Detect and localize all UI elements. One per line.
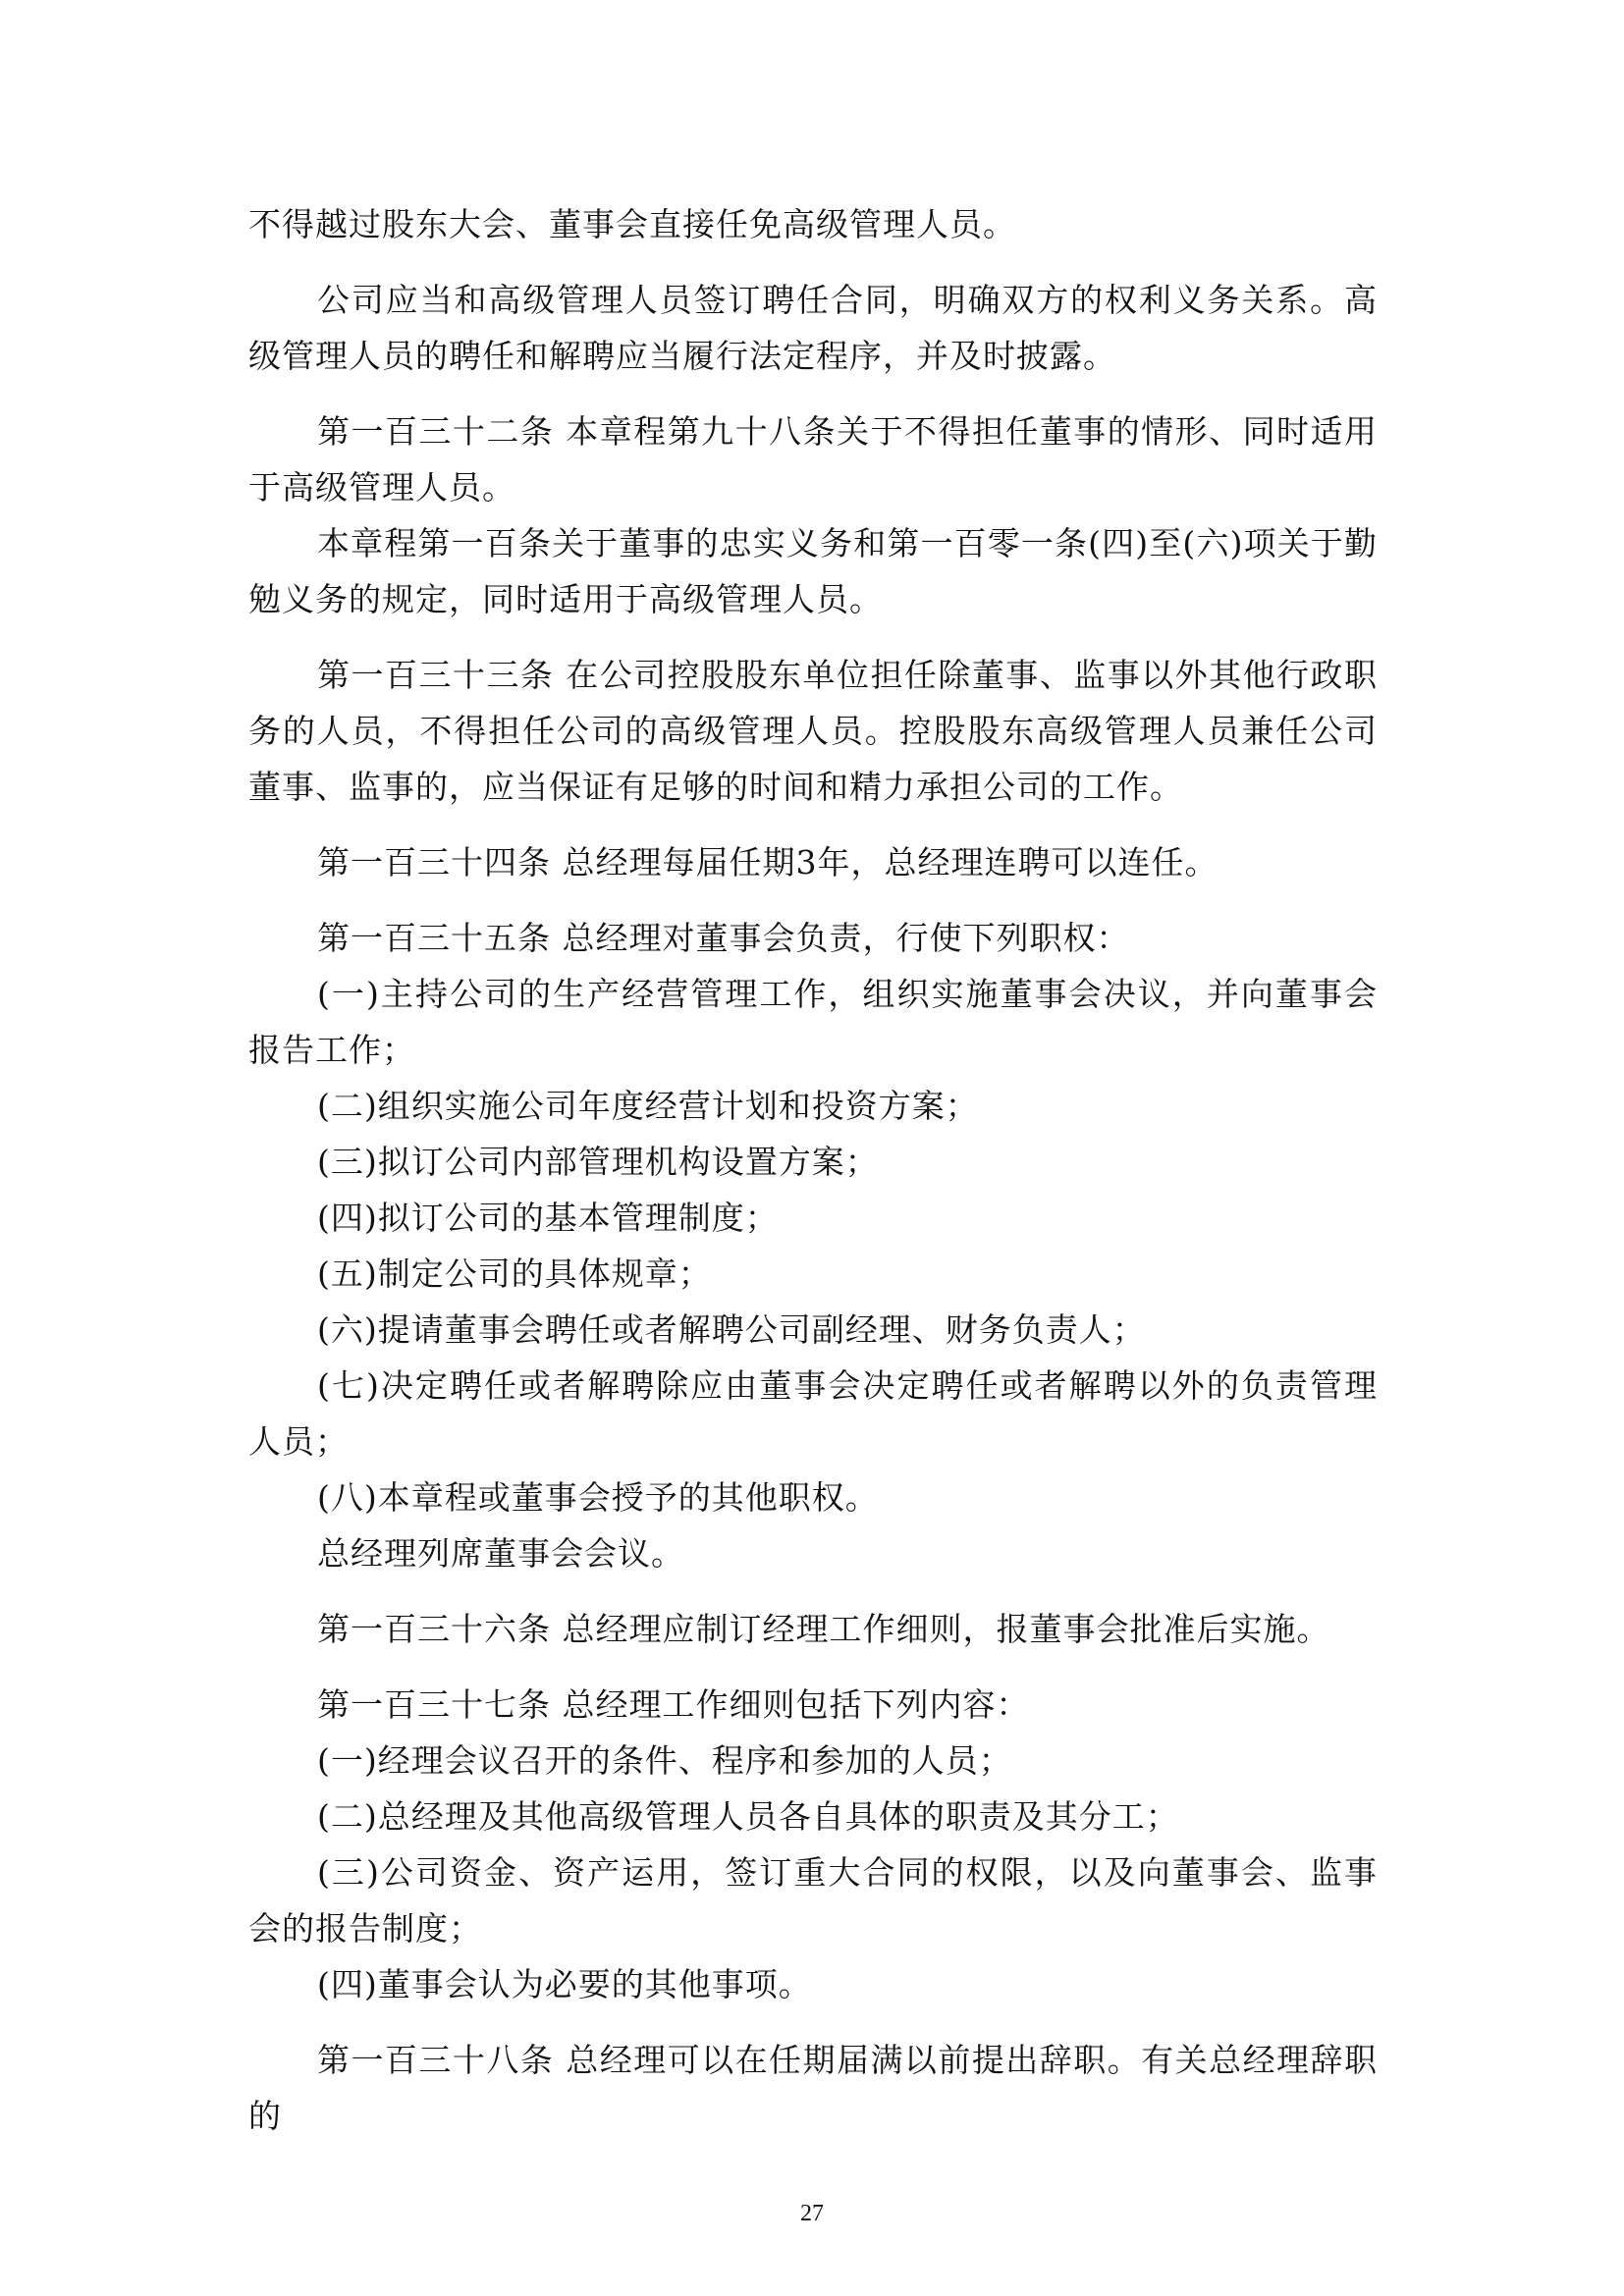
- article-136: 第一百三十六条 总经理应制订经理工作细则，报董事会批准后实施。: [317, 1610, 1330, 1648]
- paragraph: 公司应当和高级管理人员签订聘任合同，明确双方的权利义务关系。高级管理人员的聘任和解聘应当履行法定程序，并及时披露。: [248, 281, 1378, 375]
- paragraph: 本章程第一百条关于董事的忠实义务和第一百零一条(四)至(六)项关于勤勉义务的规定，同时适用于高级管理人员。: [248, 524, 1378, 618]
- list-item: (一)主持公司的生产经营管理工作，组织实施董事会决议，并向董事会报告工作；: [248, 975, 1378, 1069]
- list-item: (二)组织实施公司年度经营计划和投资方案；: [317, 1087, 979, 1125]
- list-item: (八)本章程或董事会授予的其他职权。: [317, 1478, 879, 1517]
- article-137: 第一百三十七条 总经理工作细则包括下列内容：: [317, 1685, 1030, 1724]
- list-item: (四)拟订公司的基本管理制度；: [317, 1199, 779, 1237]
- list-item: (三)拟订公司内部管理机构设置方案；: [317, 1143, 879, 1181]
- list-item: (六)提请董事会聘任或者解聘公司副经理、财务负责人；: [317, 1310, 1146, 1349]
- document-body: [248, 196, 1378, 2144]
- page-number: 27: [800, 2201, 824, 2226]
- article-134: 第一百三十四条 总经理每届任期3年，总经理连聘可以连任。: [317, 843, 1218, 881]
- list-item: (四)董事会认为必要的其他事项。: [317, 1965, 812, 2003]
- list-item: (一)经理会议召开的条件、程序和参加的人员；: [317, 1741, 1012, 1780]
- article-133: 第一百三十三条 在公司控股股东单位担任除董事、监事以外其他行政职务的人员，不得担任公司的高级管理人员。控股股东高级管理人员兼任公司董事、监事的，应当保证有足够的时间和精力承担公司的工作。: [248, 656, 1378, 806]
- list-item: (二)总经理及其他高级管理人员各自具体的职责及其分工；: [317, 1797, 1179, 1836]
- article-132: 第一百三十二条 本章程第九十八条关于不得担任董事的情形、同时适用于高级管理人员。: [248, 412, 1378, 507]
- list-item: (七)决定聘任或者解聘除应由董事会决定聘任或者解聘以外的负责管理人员；: [248, 1366, 1378, 1461]
- list-item: (三)公司资金、资产运用，签订重大合同的权限，以及向董事会、监事会的报告制度；: [248, 1853, 1378, 1948]
- article-138: 第一百三十八条 总经理可以在任期届满以前提出辞职。有关总经理辞职的: [248, 2041, 1378, 2135]
- paragraph: 总经理列席董事会会议。: [317, 1534, 684, 1573]
- paragraph: 不得越过股东大会、董事会直接任免高级管理人员。: [248, 205, 1016, 243]
- list-item: (五)制定公司的具体规章；: [317, 1255, 712, 1293]
- article-135: 第一百三十五条 总经理对董事会负责，行使下列职权：: [317, 919, 1130, 957]
